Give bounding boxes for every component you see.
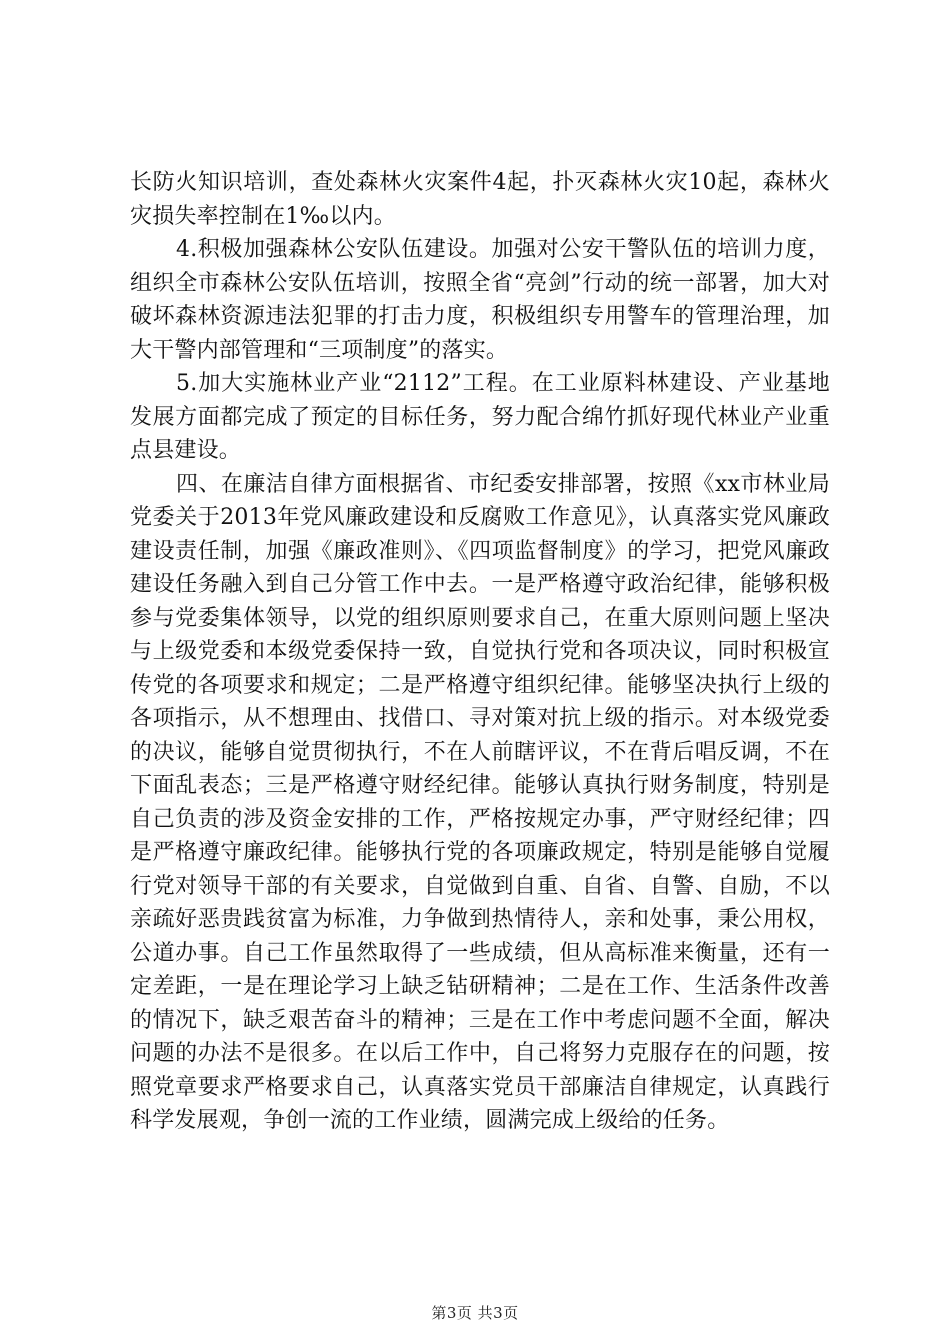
paragraph-forest-police: 4.积极加强森林公安队伍建设。加强对公安干警队伍的培训力度，组织全市森林公安队伍培训，按照全省“亮剑”行动的统一部署，加大对破坏森林资源违法犯罪的打击力度，积极组织专用警车的管理治理，加大干警内部管理和“三项制度”的落实。 <box>130 237 830 363</box>
paragraph-continuation: 长防火知识培训，查处森林火灾案件4起，扑灭森林火灾10起，森林火灾损失率控制在1‰以内。 <box>130 170 830 229</box>
paragraph-integrity-self-discipline: 四、在廉洁自律方面根据省、市纪委安排部署，按照《xx市林业局党委关于2013年党风廉政建设和反腐败工作意见》，认真落实党风廉政建设责任制，加强《廉政准则》、《四项监督制度》的学习，把党风廉政建设任务融入到自己分管工作中去。一是严格遵守政治纪律，能够积极参与党委集体领导，以党的组织原则要求自己，在重大原则问题上坚决与上级党委和本级党委保持一致，自觉执行党和各项决议，同时积极宣传党的各项要求和规定；二是严格遵守组织纪律。能够坚决执行上级的各项指示，从不想理由、找借口、寻对策对抗上级的指示。对本级党委的决议，能够自觉贯彻执行，不在人前瞎评议，不在背后唱反调，不在下面乱表态；三是严格遵守财经纪律。能够认真执行财务制度，特别是自己负责的涉及资金安排的工作，严格按规定办事，严守财经纪律；四是严格遵守廉政纪律。能够执行党的各项廉政规定，特别是能够自觉履行党对领导干部的有关要求，自觉做到自重、自省、自警、自励，不以亲疏好恶贵践贫富为标准，力争做到热情待人，亲和处事，秉公用权，公道办事。自己工作虽然取得了一些成绩，但从高标准来衡量，还有一定差距，一是在理论学习上缺乏钻研精神；二是在工作、生活条件改善的情况下，缺乏艰苦奋斗的精神；三是在工作中考虑问题不全面，解决问题的办法不是很多。在以后工作中，自己将努力克服存在的问题，按照党章要求严格要求自己，认真落实党员干部廉洁自律规定，认真践行科学发展观，争创一流的工作业绩，圆满完成上级给的任务。 <box>130 471 830 1133</box>
document-body <box>130 166 830 1138</box>
paragraph-forestry-industry: 5.加大实施林业产业“2112”工程。在工业原料林建设、产业基地发展方面都完成了预定的目标任务，努力配合绵竹抓好现代林业产业重点县建设。 <box>130 371 830 463</box>
page-number-footer: 第3页 共3页 <box>431 1304 519 1322</box>
